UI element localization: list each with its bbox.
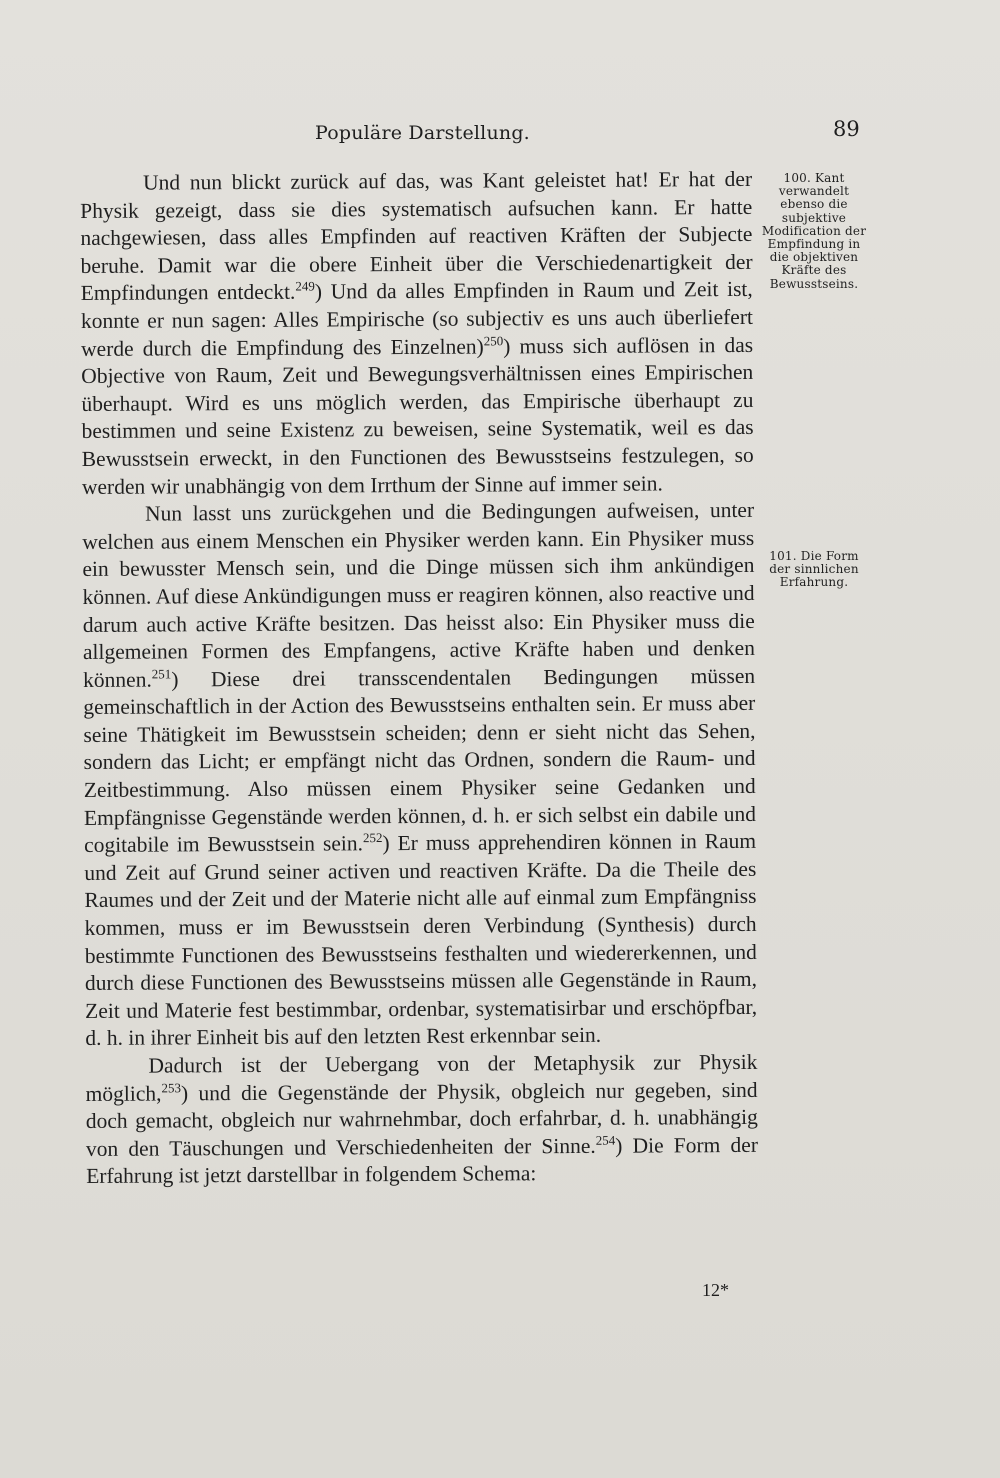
paragraph-2-text-b: ) Diese drei transscendentalen Bedingungen müssen gemeinschaftlich in der Action des Bewusstseins enthalten sein. Er muss aber seine Thätigkeit im Bewusstsein scheiden; denn er sieht nicht das Sehen, sondern das Licht; er empfängt nicht das Ordnen, sondern die Raum- und Zeitbestimmung. Also müssen einem Physiker seine Gedanken und Empfängnisse Gegenstände werden können, d. h. er sich selbst ein dabile und cogitabile im Bewusstsein sein.: [83, 663, 757, 858]
page-number: 89: [833, 117, 860, 141]
paragraph-2-text-c: ) Er muss apprehendiren können in Raum und Zeit auf Grund seiner activen und reactiven Kräfte. Da die Theile des Raumes und der Zeit und der Materie nicht alle auf einmal zum Empfängniss kommen, muss er im Bewusstsein deren Verbindung (Synthesis) durch bestimmte Functionen des Bewusstseins festhalten und wiedererkennen, und durch diese Functionen des Bewusstseins müssen alle Gegenstände in Raum, Zeit und Materie fest bestimmbar, ordenbar, systematisirbar und erschöpfbar, d. h. in ihrer Einheit bis auf den letzten Rest erkennbar sein.: [84, 829, 758, 1051]
margin-note-101: 101. Die Form der sinnlichen Erfahrung.: [769, 549, 859, 590]
body-text: [80, 166, 758, 1191]
paragraph-3-text-b: ) und die Gegenstände der Physik, obgleich nur gegeben, sind doch gemacht, obgleich nur wahrnehmbar, doch erfahrbar, d. h. unabhängig von den Täuschungen und Verschiedenheiten der Sinne.: [85, 1077, 758, 1161]
footnote-ref-254: 254: [595, 1132, 616, 1148]
footnote-ref-252: 252: [362, 830, 383, 846]
paragraph-1-text-c: ) muss sich auflösen in das Objective von Raum, Zeit und Bewegungsverhältnissen eines Empirischen überhaupt. Wird es uns möglich werden, das Empirische überhaupt zu bestimmen und seine Existenz zu beweisen, seine Systematik, weil es das Bewusstsein erweckt, in den Functionen des Bewusstseins festzulegen, so werden wir unabhängig von dem Irrthum der Sinne auf immer sein.: [81, 332, 754, 499]
footnote-ref-253: 253: [161, 1079, 181, 1095]
footnote-ref-249: 249: [295, 278, 315, 294]
footnote-ref-250: 250: [483, 332, 504, 348]
paragraph-1-text-a: Und nun blickt zurück auf das, was Kant geleistet hat! Er hat der Physik gezeigt, dass sie dies systematisch aufsuchen kann. Er hatte nachgewiesen, dass alles Empfinden auf reactiven Kräften der Subjecte beruhe. Damit war die obere Einheit über die Verschiedenartigkeit der Empfindungen entdeckt.: [80, 166, 753, 306]
paragraph-1-text-b: ) Und da alles Empfinden in Raum und Zeit ist, konnte er nun sagen: Alles Empirische (so subjectiv es uns auch überliefert werde durch die Empfindung des Einzelnen): [80, 277, 753, 361]
paragraph-2-text-a: Nun lasst uns zurückgehen und die Bedingungen aufweisen, unter welchen aus einem Menschen ein Physiker werden kann. Ein Physiker muss ein bewusster Mensch sein, und die Dinge müssen sich ihm ankündigen können. Auf diese Ankündigungen muss er reagiren können, also reactive und darum auch active Kräfte besitzen. Das heisst also: Ein Physiker muss die allgemeinen Formen des Empfangens, active Kräfte haben und denken können.: [82, 498, 756, 692]
paragraph-2: [82, 497, 757, 1053]
paragraph-3-text-c: ) Die Form der Erfahrung ist jetzt darstellbar in folgendem Schema:: [86, 1132, 759, 1189]
signature-mark: 12*: [702, 1280, 729, 1300]
running-title: Populäre Darstellung.: [315, 122, 530, 144]
margin-note-100: 100. Kant verwandelt ebenso die subjektive Modification der Empfindung in die objektiven Kräfte des Bewusstseins.: [761, 171, 867, 291]
footnote-ref-251: 251: [151, 665, 172, 682]
paragraph-3-text-a: Dadurch ist der Uebergang von der Metaphysik zur Physik möglich,: [85, 1049, 758, 1106]
paragraph-1: [80, 166, 754, 501]
paragraph-3: [85, 1049, 758, 1191]
